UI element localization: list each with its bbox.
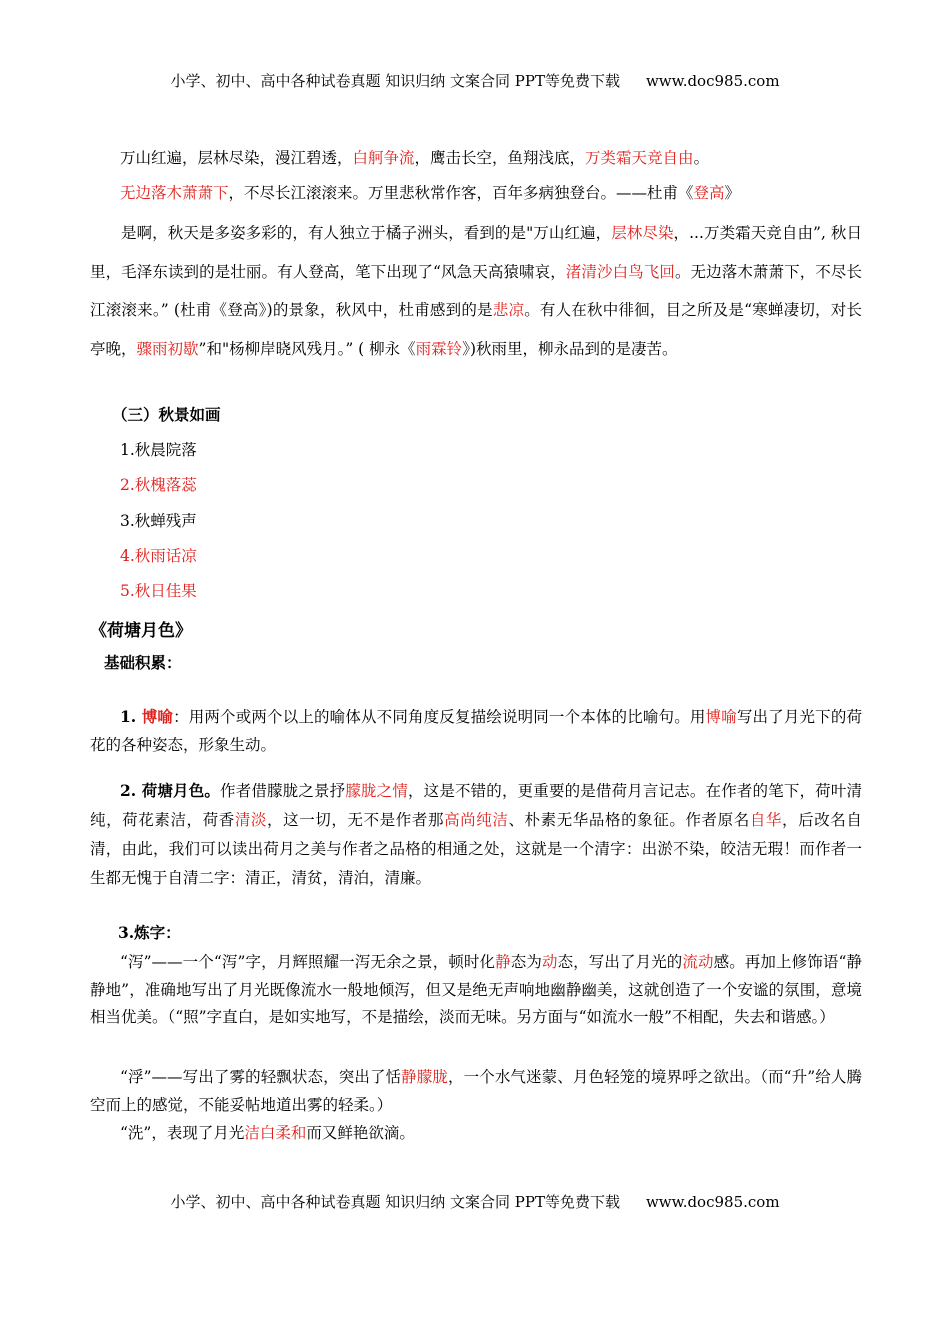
text-run: “浮”——写出了雾的轻飘状态，突出了恬: [120, 1068, 402, 1086]
point-1: [90, 703, 862, 759]
highlight: 博喻: [141, 707, 174, 726]
point-3-fu: [90, 1064, 862, 1119]
text-run: ”和"杨柳岸晓风残月。” ( 柳永《: [198, 339, 416, 358]
text-run: ，后改名自清，由此，我们可以读出荷月之美与作者之品格的相通之处，这就是一个清字：出淤不染，皎洁无瑕！而作者一生都无愧于自清二字：清正，清贫，清泊，清廉。: [90, 811, 862, 887]
highlight: 博喻: [705, 708, 737, 726]
text-run: 》: [724, 184, 741, 202]
section-title: （三）秋景如画: [112, 405, 221, 424]
text-run: 是啊，秋天是多姿多彩的，有人独立于橘子洲头，看到的是"万山红遍，: [121, 224, 612, 242]
header-text: 小学、初中、高中各种试卷真题 知识归纳 文案合同 PPT等免费下载: [170, 72, 620, 90]
text-run: “泻”——一个“泻”字，月辉照耀一泻无余之景，顿时化: [120, 953, 496, 971]
point-3-xie: [90, 949, 862, 1032]
text-run: 2. 荷塘月色。: [120, 781, 221, 800]
point-2: [90, 776, 862, 893]
highlight: 高尚纯洁: [444, 811, 509, 829]
list-item: 4.秋雨话凉: [120, 547, 197, 565]
point-3-xi: [90, 1120, 862, 1148]
highlight: 动: [541, 953, 558, 971]
page-header: [0, 70, 950, 91]
highlight: 骤雨初歇: [136, 339, 199, 358]
article-title: 《荷塘月色》: [90, 621, 192, 641]
highlight: 静朦胧: [401, 1068, 448, 1086]
intro-line-2: [120, 181, 740, 203]
text-run: 。: [693, 149, 710, 167]
header-site: www.doc985.com: [645, 72, 780, 90]
text-run: 写出了月光下的荷花的各种姿态，形象生动。: [90, 708, 862, 754]
text-run: 作者借朦胧之景抒: [220, 782, 346, 800]
highlight: 雨霖铃: [415, 339, 463, 358]
highlight: 渚清沙白鸟飞回: [565, 262, 675, 281]
text-run: ，...万类霜天竞自由”, 秋日里，毛泽东读到的是壮丽。有人登高，笔下出现了“风急天高猿啸哀，: [90, 224, 862, 281]
text-run: 而又鲜艳欲滴。: [306, 1124, 415, 1142]
intro-line-1: [120, 146, 709, 168]
text-run: 。有人在秋中徘徊，目之所及是“寒蝉凄切，对长亭晚，: [90, 301, 862, 358]
highlight: 静: [495, 953, 511, 971]
basics-heading: 基础积累：: [104, 653, 182, 672]
highlight: 自华: [749, 811, 783, 829]
text-run: 态，写出了月光的: [557, 953, 683, 971]
text-run: ，这是不错的，更重要的是借荷月言记志。在作者的笔下，荷叶清纯，荷花素洁，荷香: [90, 782, 862, 829]
text-run: ，这一切，无不是作者那: [267, 811, 445, 829]
page-footer: [0, 1191, 950, 1212]
highlight: 层林尽染: [611, 224, 674, 242]
text-run: 1.: [120, 707, 142, 726]
footer-site: www.doc985.com: [645, 1193, 780, 1211]
text-run: “洗”，表现了月光: [120, 1124, 245, 1142]
text-run: 、朴素无华品格的象征。作者原名: [508, 811, 750, 829]
footer-text: 小学、初中、高中各种试卷真题 知识归纳 文案合同 PPT等免费下载: [170, 1193, 620, 1211]
text-run: ，一个水气迷蒙、月色轻笼的境界呼之欲出。（而“升”给人腾空而上的感觉，不能妥帖地道出雾的轻柔。）: [90, 1068, 862, 1114]
highlight: 白舸争流: [352, 149, 415, 167]
highlight: 登高: [693, 184, 725, 202]
list-item: 5.秋日佳果: [120, 582, 197, 600]
text-run: 。无边落木萧萧下，不尽长江滚滚来。” (杜甫《登高》)的景象，秋风中，杜甫感到的是: [90, 262, 862, 319]
highlight: 流动: [682, 953, 714, 971]
text-run: 万山红遍，层林尽染，漫江碧透，: [120, 149, 353, 167]
highlight: 洁白柔和: [244, 1124, 307, 1142]
text-run: 态为: [510, 953, 542, 971]
list-item: 3.秋蝉残声: [120, 512, 197, 530]
point-3-title: 3.炼字：: [118, 923, 181, 942]
highlight: 无边落木萧萧下: [120, 184, 229, 202]
text-run: ：用两个或两个以上的喻体从不同角度反复描绘说明同一个本体的比喻句。用: [173, 708, 706, 726]
list-item: 1.秋晨院落: [120, 441, 197, 459]
highlight: 悲凉: [492, 301, 525, 319]
text-run: ，鹰击长空，鱼翔浅底，: [414, 149, 586, 167]
highlight: 万类霜天竞自由: [585, 149, 694, 167]
highlight: 清淡: [234, 811, 268, 829]
list-item: 2.秋槐落蕊: [120, 476, 197, 494]
text-run: ，不尽长江滚滚来。万里悲秋常作客，百年多病独登台。——杜甫《: [228, 184, 694, 202]
text-run: 》)秋雨里，柳永品到的是凄苦。: [462, 339, 678, 358]
text-run: 感。再加上修饰语“静静地”，准确地写出了月光既像流水一般地倾泻，但又是绝无声响地幽静幽美，这就创造了一个安谧的氛围，意境相当优美。（“照”字直白，是如实地写，不是描绘，淡而无味。另方面与“如流水一般”不相配，失去和谐感。）: [90, 953, 862, 1026]
intro-paragraph: [90, 214, 862, 368]
highlight: 朦胧之情: [345, 782, 408, 800]
